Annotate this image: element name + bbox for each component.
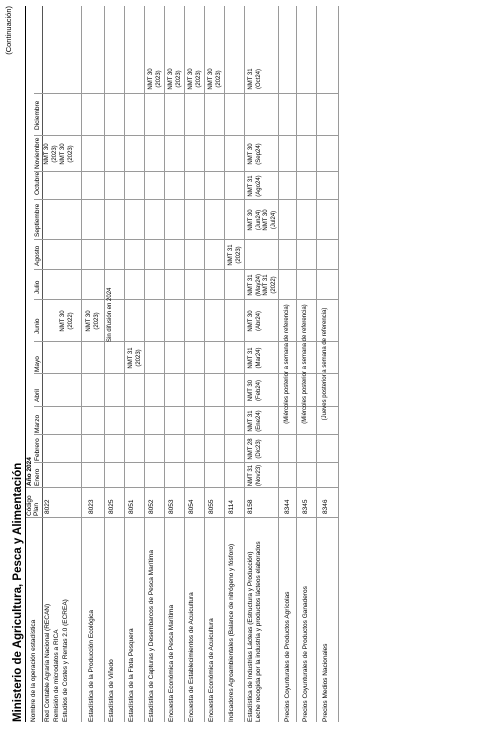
schedule-cell: NMT 30 (Abr24) — [248, 310, 262, 332]
operation-code: 8346 — [322, 499, 329, 514]
month-header-mar: Marzo — [34, 414, 41, 433]
operation-name: Red Contable Agraria Nacional (RECAN) — [44, 603, 51, 722]
operation-name: Encuesta Económica de Pesca Marítima — [168, 604, 175, 722]
name-column-header: Nombre de la operación estadística — [30, 619, 37, 722]
schedule-span-note: (Miércoles posterior a semana de referencia) — [284, 304, 290, 424]
month-header-jan: Enero — [34, 468, 41, 486]
schedule-cell: NMT 30 (2023) — [168, 68, 182, 90]
row-rule — [244, 6, 245, 722]
column-rule — [34, 299, 338, 300]
operation-code: 8344 — [284, 499, 291, 514]
column-rule — [34, 239, 338, 240]
code-column-header-1: Código — [26, 495, 33, 516]
operation-code: 8025 — [108, 499, 115, 514]
month-header-nov: Noviembre — [34, 137, 41, 169]
month-header-dec: Diciembre — [34, 100, 41, 130]
column-rule — [34, 341, 338, 342]
operation-name: Encuesta de Establecimientos de Acuicultura — [188, 592, 195, 722]
operation-name: Estadística de la Producción Ecológica — [88, 609, 95, 722]
month-header-feb: Febrero — [34, 438, 41, 461]
row-rule — [278, 6, 279, 722]
schedule-cell: NMT 31 (Ene24) — [248, 410, 262, 432]
operation-code: 8023 — [88, 499, 95, 514]
column-rule — [34, 93, 338, 94]
title-rule — [25, 6, 26, 722]
operation-code: 8158 — [247, 499, 254, 514]
operation-name: Estadística de Industrias Lácteas (Estructura y Producción) — [247, 551, 254, 722]
row-rule — [338, 6, 339, 722]
row-rule — [204, 6, 205, 722]
month-header-may: Mayo — [34, 356, 41, 372]
schedule-cell: NMT 30 (2023) — [44, 143, 58, 165]
operation-code: 8053 — [168, 499, 175, 514]
operation-name: Estadística de Capturas y Desembarcos de Pesca Marítima — [148, 550, 155, 722]
ministry-title: Ministerio de Agricultura, Pesca y Alimentación — [12, 462, 24, 722]
column-rule — [26, 517, 338, 518]
month-header-apr: Abril — [34, 388, 41, 402]
operation-code: 8055 — [208, 499, 215, 514]
row-rule — [224, 6, 225, 722]
schedule-cell: NMT 31 (Ago24) — [248, 175, 262, 197]
schedule-cell: Sin difusión en 2024 — [107, 287, 113, 342]
row-rule — [104, 6, 105, 722]
schedule-cell: NMT 31 (Mar24) — [248, 347, 262, 369]
year-header: Año 2024 — [26, 457, 33, 486]
schedule-cell: NMT 31 (2023) — [228, 244, 242, 266]
continuation-label: (Continuación) — [4, 6, 13, 55]
operation-name: Indicadores Agroambientales (Balance de nitrógeno y fósforo) — [228, 543, 235, 722]
schedule-cell: NMT 31 (Nov23) — [248, 464, 262, 487]
schedule-cell: NMT 30 (2023) — [148, 68, 162, 90]
operation-code: 8114 — [228, 500, 235, 514]
schedule-cell: NMT 30 (Jun24) NMT 30 (Jul24) — [248, 209, 277, 231]
month-header-jun: Junio — [34, 318, 41, 334]
operation-code: 8022 — [44, 499, 51, 514]
schedule-cell: NMT 30 (Feb24) — [248, 379, 262, 402]
row-rule — [316, 6, 317, 722]
month-header-oct: Octubre — [34, 171, 41, 195]
row-rule — [296, 6, 297, 722]
column-rule — [34, 406, 338, 407]
schedule-cell: NMT 30 (2023) — [86, 310, 100, 332]
operation-name: Remisión de microdatos a RICA — [53, 629, 60, 722]
operation-code: 8051 — [128, 499, 135, 514]
column-rule — [34, 135, 338, 136]
row-rule — [81, 6, 82, 722]
column-rule — [34, 199, 338, 200]
operation-code: 8054 — [188, 499, 195, 514]
row-rule — [124, 6, 125, 722]
schedule-span-note: (Miércoles posterior a semana de referencia) — [302, 304, 308, 424]
operation-name: Precios Coyunturales de Productos Agrícolas — [284, 591, 291, 722]
column-rule — [34, 373, 338, 374]
operation-code: 8345 — [302, 499, 309, 514]
schedule-cell: NMT 30 (2022) — [60, 310, 74, 332]
month-header-aug: Agosto — [34, 245, 41, 266]
column-rule — [34, 434, 338, 435]
operation-name: Estadística de la Flota Pesquera — [128, 628, 135, 722]
header-bottom-rule — [42, 6, 43, 722]
operation-name: Estudios de Costes y Rentas 2.0 (ECREA) — [62, 599, 69, 722]
schedule-cell: NMT 28 (Dic23) — [248, 438, 262, 460]
operation-name: Leche recogida por la industria y productos lácteos elaborados — [255, 541, 262, 722]
operation-name: Encuesta Económica de Acuicultura — [208, 618, 215, 722]
month-header-sep: Septiembre — [34, 203, 41, 237]
row-rule — [164, 6, 165, 722]
schedule-cell: NMT 31 (Oct24) — [248, 68, 262, 90]
operation-name: Estadística de Viñedo — [108, 659, 115, 722]
operation-name: Precios Medios Nacionales — [322, 643, 329, 722]
row-rule — [144, 6, 145, 722]
month-header-jul: Julio — [34, 280, 41, 294]
row-rule — [184, 6, 185, 722]
schedule-span-note: (Jueves posterior a semana de referencia) — [322, 307, 328, 421]
schedule-cell: NMT 31 (May24) NMT 31 (2022) — [248, 274, 277, 297]
schedule-cell: NMT 30 (Sep24) — [248, 143, 262, 165]
operation-code: 8052 — [148, 499, 155, 514]
operation-name: Precios Coyunturales de Productos Ganaderos — [302, 586, 309, 722]
schedule-cell: NMT 30 (2023) — [188, 68, 202, 90]
schedule-cell: NMT 30 (2023) — [60, 143, 74, 165]
column-rule — [34, 269, 338, 270]
column-rule — [34, 462, 338, 463]
schedule-cell: NMT 30 (2023) — [208, 68, 222, 90]
column-rule — [34, 171, 338, 172]
code-column-header-2: Plan — [33, 502, 40, 516]
schedule-cell: NMT 31 (2023) — [128, 347, 142, 369]
